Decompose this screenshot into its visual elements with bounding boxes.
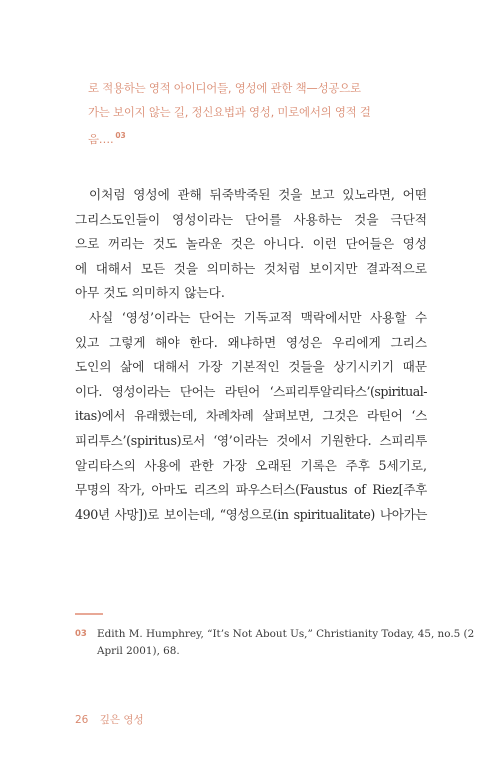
body-line: 알리타스의 사용에 관한 가장 오래된 기록은 주후 5세기로,: [75, 457, 427, 473]
page-footer: [75, 712, 144, 727]
body-line: 이처럼 영성에 관해 뒤죽박죽된 것을 보고 있노라면, 어떤: [89, 187, 427, 202]
body-line: itas)에서 유래했는데, 차례차례 살펴보면, 그것은 라틴어 ‘스: [75, 408, 427, 424]
quote-line: 음…. $^{03}$: [88, 131, 126, 146]
quote-line: 로 적용하는 영적 아이디어들, 영성에 관한 책—성공으로: [88, 81, 361, 95]
body-line: 그리스도인들이 영성이라는 단어를 사용하는 것을 극단적: [75, 211, 427, 227]
body-line: 무명의 작가, 아마도 리즈의 파우스터스(Faustus of Riez[주후: [75, 482, 427, 498]
body-line: 사실 ‘영성’이라는 단어는 기독교적 맥락에서만 사용할 수: [89, 309, 427, 325]
footnote-line: April 2001), 68.: [97, 645, 180, 657]
quote-block: [88, 76, 418, 151]
footnote-text: [97, 626, 475, 660]
running-title: 깊은 영성: [99, 714, 144, 726]
body-line: 490년 사망])로 보이는데, “영성으로(in spiritualitate) 나아가는: [75, 506, 427, 522]
body-line: 있고 그렇게 해야 한다. 왜냐하면 영성은 우리에게 그리스: [75, 334, 427, 350]
footnote: [75, 626, 475, 660]
page-number: 26: [75, 714, 89, 726]
body-line: 에 대해서 모든 것을 의미하는 것처럼 보이지만 결과적으로: [75, 260, 427, 276]
footnote-divider: [75, 613, 103, 615]
body-line: 피리투스’(spiritus)로서 ‘영’이라는 것에서 기원한다. 스피리투: [75, 432, 427, 448]
quote-line: 가는 보이지 않는 길, 정신요법과 영성, 미로에서의 영적 걸: [88, 105, 371, 119]
footnote-line: Edith M. Humphrey, “It’s Not About Us,” Christianity Today, 45, no.5 (2: [97, 628, 475, 640]
body-line: 이다. 영성이라는 단어는 라틴어 ‘스피리투알리타스’(spiritual-: [75, 383, 427, 399]
body-line: 도인의 삶에 대해서 가장 기본적인 것들을 상기시키기 때문: [75, 359, 427, 375]
footnote-ref[interactable]: 03: [115, 131, 126, 140]
body-text: [75, 183, 427, 527]
footnote-number: 03: [75, 629, 87, 639]
body-line: 아무 것도 의미하지 않는다.: [75, 285, 225, 301]
body-line: 으로 꺼리는 것도 놀라운 것은 아니다. 이런 단어들은 영성: [75, 236, 427, 252]
